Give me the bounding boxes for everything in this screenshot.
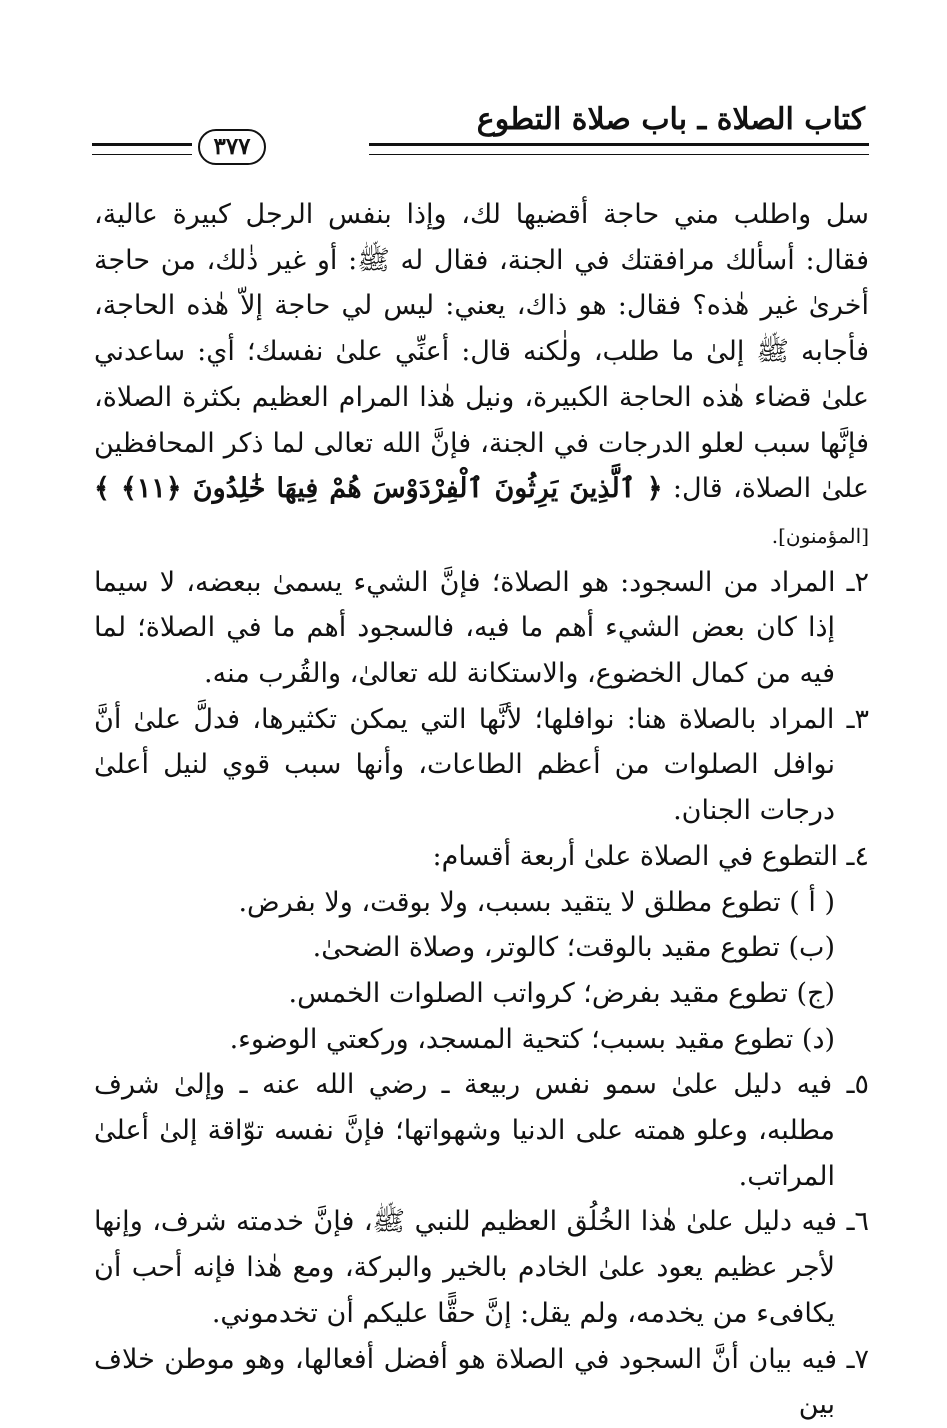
list-item-5: ٥ـ فيه دليل علىٰ سمو نفس ربيعة ـ رضي الله عنه ـ وإلىٰ شرف مطلبه، وعلو همته على الدنيا وشهواتها؛ فإنَّ نفسه توّاقة إلىٰ أعلىٰ المراتب. [94, 1069, 869, 1192]
sub-item-c: (ج) تطوع مقيد بفرض؛ كرواتب الصلوات الخمس. [288, 977, 835, 1009]
sub-item-b: (ب) تطوع مقيد بالوقت؛ كالوتر، وصلاة الضحىٰ. [312, 932, 835, 964]
header-rule-left [92, 143, 192, 155]
verse-citation: [المؤمنون]. [771, 523, 869, 548]
header-rule-right [369, 143, 869, 155]
page-body [94, 192, 869, 1428]
list-item-3: ٣ـ المراد بالصلاة هنا: نوافلها؛ لأنَّها التي يمكن تكثيرها، فدلَّ علىٰ أنَّ نوافل الصلوات من أعظم الطاعات، وأنها سبب قوي لنيل أعلىٰ درجات الجنان. [94, 703, 869, 827]
sub-item-d: (د) تطوع مقيد بسبب؛ كتحية المسجد، وركعتي الوضوء. [229, 1023, 835, 1055]
quran-verse: ﴿ ٱلَّذِينَ يَرِثُونَ ٱلْفِرْدَوْسَ هُمْ فِيهَا خَٰلِدُونَ ﴿١١﴾ ﴾ [94, 473, 663, 505]
intro-paragraph [94, 192, 869, 560]
page-number: ٣٧٧ [198, 129, 266, 165]
list-item-7: ٧ـ فيه بيان أنَّ السجود في الصلاة هو أفضل أفعالها، وهو موطن خلاف بين [94, 1343, 869, 1421]
sub-item-a: ( أ ) تطوع مطلق لا يتقيد بسبب، ولا بوقت، ولا بفرض. [238, 886, 835, 918]
list-item-4: ٤ـ التطوع في الصلاة علىٰ أربعة أقسام: [432, 840, 869, 872]
page-header [92, 96, 869, 162]
running-title: كتاب الصلاة ـ باب صلاة التطوع [476, 102, 865, 137]
list-item-6: ٦ـ فيه دليل علىٰ هٰذا الخُلُق العظيم للنبي ﷺ، فإنَّ خدمته شرف، وإنها لأجر عظيم يعود علىٰ الخادم بالخير والبركة، ومع هٰذا فإنه أحب أن يكافىء من يخدمه، ولم يقل: إنَّ حقًّا عليكم أن تخدموني. [94, 1206, 869, 1329]
intro-text: سل واطلب مني حاجة أقضيها لك، وإذا بنفس الرجل كبيرة عالية، فقال: أسألك مرافقتك في الجنة، فقال له ﷺ: أو غير ذٰلك، من حاجة أخرىٰ غير هٰذه؟ فقال: هو ذاك، يعني: ليس لي حاجة إلاّ هٰذه الحاجة، فأجابه ﷺ إلىٰ ما طلب، ولٰكنه قال: أعنِّي علىٰ نفسك؛ أي: ساعدني علىٰ قضاء هٰذه الحاجة الكبيرة، ونيل هٰذا المرام العظيم بكثرة الصلاة، فإنَّها سبب لعلو الدرجات في الجنة، فإنَّ الله تعالى لما ذكر المحافظين علىٰ الصلاة، قال: [94, 199, 869, 505]
list-item-2: ٢ـ المراد من السجود: هو الصلاة؛ فإنَّ الشيء يسمىٰ ببعضه، لا سيما إذا كان بعض الشيء أهم ما فيه، فالسجود أهم ما في الصلاة؛ لما فيه من كمال الخضوع، والاستكانة لله تعالىٰ، والقُرب منه. [94, 566, 869, 690]
